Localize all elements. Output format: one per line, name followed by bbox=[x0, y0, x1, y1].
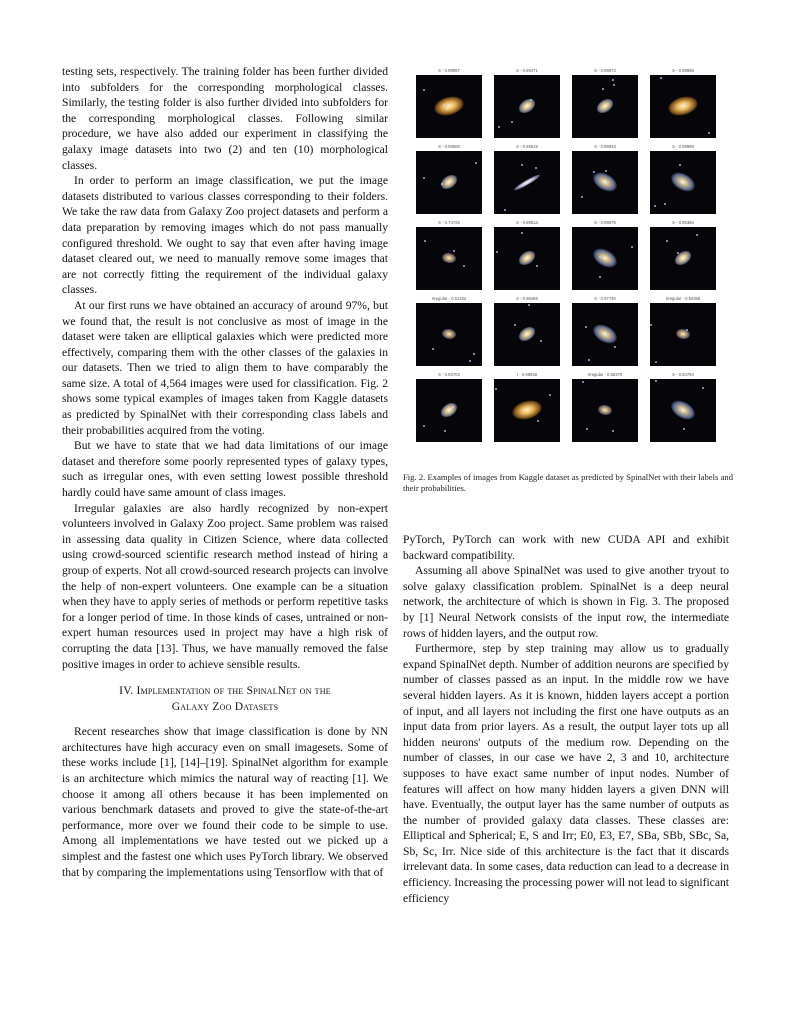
star-dot bbox=[537, 420, 539, 422]
galaxy-label: S - 0.99973 bbox=[594, 68, 616, 73]
star-dot bbox=[511, 121, 513, 123]
galaxy-shape bbox=[438, 172, 460, 192]
galaxy-cell bbox=[650, 66, 716, 142]
galaxy-shape bbox=[438, 400, 460, 420]
galaxy-image bbox=[416, 75, 482, 138]
galaxy-cell bbox=[572, 142, 638, 218]
paragraph: In order to perform an image classification, we put the image datasets distributed to various classes corresponding to their folders. We take the raw data from Galaxy Zoo project datasets and perform a data preparation by removing images which do not pass manually configured threshold. We ought to say that even after having image dataset cleared out, we need to manually remove some images that are not correctly fitting the requirement of the individual galaxy classes. bbox=[62, 174, 388, 297]
paragraph: But we have to state that we had data limitations of our image dataset and therefore some poorly represented types of galaxy types, such as irregular ones, with even setting lowest possible threshold hardly could have same amount of class images. bbox=[62, 439, 388, 500]
galaxy-image-grid bbox=[416, 66, 728, 446]
star-dot bbox=[453, 250, 455, 252]
section-heading bbox=[62, 683, 388, 715]
galaxy-cell bbox=[416, 218, 482, 294]
star-dot bbox=[441, 183, 443, 185]
galaxy-image bbox=[416, 227, 482, 290]
galaxy-label: S - 0.97740 bbox=[594, 296, 616, 301]
star-dot bbox=[612, 430, 614, 432]
galaxy-label: S - 0.96465 bbox=[516, 296, 538, 301]
star-dot bbox=[614, 346, 616, 348]
star-dot bbox=[599, 276, 601, 278]
star-dot bbox=[535, 167, 537, 169]
galaxy-cell bbox=[650, 142, 716, 218]
galaxy-label: S - 0.94794 bbox=[672, 372, 694, 377]
galaxy-cell bbox=[494, 66, 560, 142]
star-dot bbox=[540, 340, 542, 342]
galaxy-shape bbox=[510, 397, 544, 422]
galaxy-label: S - 0.99471 bbox=[516, 68, 538, 73]
galaxy-image bbox=[572, 227, 638, 290]
galaxy-label: S - 0.99619 bbox=[516, 144, 538, 149]
galaxy-label: S - 0.99675 bbox=[594, 220, 616, 225]
galaxy-cell bbox=[494, 294, 560, 370]
star-dot bbox=[702, 387, 704, 389]
star-dot bbox=[679, 164, 681, 166]
star-dot bbox=[683, 428, 685, 430]
star-dot bbox=[631, 246, 633, 248]
star-dot bbox=[666, 240, 668, 242]
galaxy-shape bbox=[516, 96, 538, 116]
star-dot bbox=[664, 203, 666, 205]
galaxy-shape bbox=[590, 245, 621, 272]
galaxy-figure bbox=[416, 66, 728, 446]
galaxy-label: Irregular - 0.51232 bbox=[431, 296, 467, 301]
star-dot bbox=[452, 406, 454, 408]
star-dot bbox=[521, 232, 523, 234]
galaxy-label: S - 0.99998 bbox=[672, 144, 694, 149]
star-dot bbox=[654, 205, 656, 207]
galaxy-image bbox=[572, 151, 638, 214]
galaxy-label: S - 0.99997 bbox=[438, 68, 460, 73]
star-dot bbox=[530, 99, 532, 101]
galaxy-label: I - 0.99948 bbox=[516, 372, 538, 377]
paragraph: Furthermore, step by step training may allow us to gradually expand SpinalNet depth. Number of addition neurons are specified by number of classes passed as an input. In the middle row we have several hidden layers. As it is known, hidden layers accept a portion of input, and all layers not including the first one have outputs as an input data from prior layers. As a result, the output layer tots up all hidden neurons' outputs of the medium row. Depending on the number of classes, in our case we have 2, 3 and 10, architecture supposes to have exact same number of input nodes. Number of features will affect on how many hidden layers a given DNN will have. Eventually, the output layer has the same number of outputs as the number of provided galaxy data classes. These classes are: Elliptical and Spherical; E, S and Irr; E0, E3, E7, SBa, SBb, SBc, Sa, Sb, Sc, Irr. Nice side of this architecture is the fact that it discards irrelevant data. In some cases, data reduction can lead to a decrease in efficiency. Increasing the processing power will not lead to significant efficiency bbox=[403, 642, 729, 905]
galaxy-cell bbox=[416, 370, 482, 446]
star-dot bbox=[677, 252, 679, 254]
galaxy-label: S - 0.74726 bbox=[438, 220, 460, 225]
galaxy-shape bbox=[668, 169, 699, 196]
galaxy-image bbox=[650, 151, 716, 214]
galaxy-shape bbox=[672, 248, 694, 268]
star-dot bbox=[498, 126, 500, 128]
star-dot bbox=[582, 381, 584, 383]
galaxy-label: Irregular - 0.54358 bbox=[665, 296, 701, 301]
galaxy-shape bbox=[516, 324, 538, 344]
galaxy-cell bbox=[416, 142, 482, 218]
star-dot bbox=[423, 177, 425, 179]
star-dot bbox=[521, 164, 523, 166]
section-heading-line1: IV. Implementation of the SpinalNet on the bbox=[119, 684, 331, 698]
galaxy-image bbox=[494, 303, 560, 366]
galaxy-image bbox=[572, 75, 638, 138]
star-dot bbox=[655, 361, 657, 363]
galaxy-shape bbox=[594, 96, 616, 116]
star-dot bbox=[585, 326, 587, 328]
left-column bbox=[62, 64, 388, 880]
galaxy-label: Irregular - 0.55370 bbox=[587, 372, 623, 377]
star-dot bbox=[469, 360, 471, 362]
galaxy-cell bbox=[494, 142, 560, 218]
star-dot bbox=[475, 162, 477, 164]
star-dot bbox=[708, 132, 710, 134]
star-dot bbox=[495, 388, 497, 390]
star-dot bbox=[650, 324, 652, 326]
star-dot bbox=[446, 108, 448, 110]
galaxy-cell bbox=[572, 294, 638, 370]
galaxy-image bbox=[572, 379, 638, 442]
star-dot bbox=[432, 348, 434, 350]
galaxy-image bbox=[416, 303, 482, 366]
galaxy-shape bbox=[675, 328, 691, 340]
galaxy-cell bbox=[572, 218, 638, 294]
galaxy-shape bbox=[516, 248, 538, 268]
galaxy-image bbox=[494, 379, 560, 442]
star-dot bbox=[593, 171, 595, 173]
star-dot bbox=[504, 209, 506, 211]
galaxy-label: S - 0.96366 bbox=[672, 220, 694, 225]
star-dot bbox=[549, 394, 551, 396]
galaxy-cell bbox=[650, 218, 716, 294]
star-dot bbox=[613, 84, 615, 86]
star-dot bbox=[605, 170, 607, 172]
section-heading-line2: Galaxy Zoo Datasets bbox=[171, 700, 279, 714]
galaxy-shape bbox=[597, 404, 613, 416]
galaxy-image bbox=[650, 227, 716, 290]
star-dot bbox=[686, 329, 688, 331]
galaxy-image bbox=[650, 379, 716, 442]
star-dot bbox=[586, 428, 588, 430]
paragraph: testing sets, respectively. The training folder has been further divided into subfolders for the corresponding morphological classes. Similarly, the testing folder is also further divided into subfolders for the corresponding morphological classes. Following similar procedure, we have also added our experiment in classifying the galaxy image datasets into two (2) and ten (10) morphological classes. bbox=[62, 65, 388, 172]
star-dot bbox=[463, 265, 465, 267]
galaxy-cell bbox=[650, 294, 716, 370]
galaxy-image bbox=[650, 303, 716, 366]
star-dot bbox=[443, 104, 445, 106]
paragraph: Recent researches show that image classification is done by NN architectures have high accuracy even on small imagesets. Some of these works include [1], [14]–[19]. SpinalNet algorithm for example is an architecture which mimics the natural way of reacting [1]. We choose it among all others because it has been implemented on various benchmark datasets and proved to give the state-of-the-art performance, more over we found their code to be simple to use. Among all implementations we have tested out we picked up a simplest and the fastest one which uses PyTorch library. We observed that by comparing the implementations using Tensorflow with that of bbox=[62, 725, 388, 879]
galaxy-shape bbox=[513, 172, 541, 191]
right-column bbox=[403, 532, 729, 906]
galaxy-shape bbox=[668, 397, 699, 424]
star-dot bbox=[423, 89, 425, 91]
star-dot bbox=[599, 256, 601, 258]
paragraph: PyTorch, PyTorch can work with new CUDA API and exhibit backward compatibility. bbox=[403, 533, 729, 562]
galaxy-image bbox=[494, 151, 560, 214]
star-dot bbox=[612, 79, 614, 81]
star-dot bbox=[514, 324, 516, 326]
figure-caption: Fig. 2. Examples of images from Kaggle dataset as predicted by SpinalNet with their labels and their probabilities. bbox=[403, 472, 733, 493]
galaxy-cell bbox=[416, 294, 482, 370]
star-dot bbox=[684, 103, 686, 105]
paragraph: Assuming all above SpinalNet was used to give another tryout to solve galaxy classification problem. SpinalNet is a deep neural network, the architecture of which is shown in Fig. 3. The proposed by [1] Neural Network consists of the input row, the intermediate rows of hidden layers, and the output row. bbox=[403, 564, 729, 640]
galaxy-image bbox=[494, 227, 560, 290]
star-dot bbox=[581, 196, 583, 198]
star-dot bbox=[696, 234, 698, 236]
star-dot bbox=[536, 265, 538, 267]
galaxy-cell bbox=[494, 370, 560, 446]
galaxy-image bbox=[494, 75, 560, 138]
galaxy-image bbox=[650, 75, 716, 138]
galaxy-cell bbox=[416, 66, 482, 142]
galaxy-cell bbox=[650, 370, 716, 446]
galaxy-shape bbox=[666, 93, 700, 118]
galaxy-shape bbox=[441, 252, 457, 264]
star-dot bbox=[588, 359, 590, 361]
galaxy-image bbox=[572, 303, 638, 366]
galaxy-label: S - 0.99999 bbox=[672, 68, 694, 73]
star-dot bbox=[528, 304, 530, 306]
galaxy-label: S - 0.99933 bbox=[594, 144, 616, 149]
star-dot bbox=[496, 251, 498, 253]
star-dot bbox=[655, 380, 657, 382]
galaxy-cell bbox=[572, 370, 638, 446]
galaxy-cell bbox=[494, 218, 560, 294]
galaxy-shape bbox=[432, 93, 466, 118]
star-dot bbox=[444, 430, 446, 432]
paragraph: Irregular galaxies are also hardly recognized by non-expert volunteers involved in Galaxy Zoo project. Same problem was raised in assessing data quality in Citizen Science, where data collected using crowd-sourced scientific research method instead of hiring a group of experts. Not all crowd-sourced research projects can involve the help of non-expert volunteers. One example can be a situation when they have to apply series of methods or perform repetitive tasks for a longer period of time. In those kinds of cases, untrained or non-expert human resources used in project may have a high risk of corrupting the data [13]. Thus, we have manually removed the false positive images in order to achieve sensible results. bbox=[62, 501, 388, 671]
star-dot bbox=[423, 425, 425, 427]
galaxy-shape bbox=[590, 321, 621, 348]
star-dot bbox=[660, 77, 662, 79]
galaxy-label: S - 0.93703 bbox=[438, 372, 460, 377]
galaxy-shape bbox=[441, 328, 457, 340]
galaxy-cell bbox=[572, 66, 638, 142]
star-dot bbox=[473, 353, 475, 355]
star-dot bbox=[602, 88, 604, 90]
paragraph: At our first runs we have obtained an accuracy of around 97%, but we found that, the result is not conclusive as most of image in the dataset were taken are elliptical galaxies which were predicted more effectively, comparing them with the other classes of the galaxies in our datasets. Then we tried to align them to have comparably the same size. A total of 4,564 images were used for classification. Fig. 2 shows some typical examples of images taken from Kaggle datasets as predicted by SpinalNet with their corresponding class labels and their probabilities acquired from the voting. bbox=[62, 298, 388, 437]
galaxy-label: S - 0.99500 bbox=[438, 144, 460, 149]
galaxy-image bbox=[416, 151, 482, 214]
galaxy-image bbox=[416, 379, 482, 442]
galaxy-label: S - 0.8951a bbox=[516, 220, 538, 225]
star-dot bbox=[424, 240, 426, 242]
